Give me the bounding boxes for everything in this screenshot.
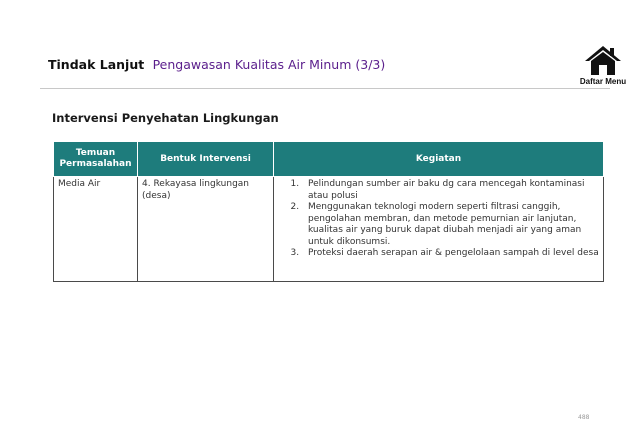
list-item: 3. Proteksi daerah serapan air & pengelolaan sampah di level desa xyxy=(302,248,599,260)
table-row xyxy=(54,177,604,282)
menu-label: Daftar Menu xyxy=(579,77,627,86)
header-kegiatan: Kegiatan xyxy=(274,142,604,177)
title-main: Pengawasan Kualitas Air Minum (3/3) xyxy=(152,57,386,72)
cell-bentuk: 4. Rekayasa lingkungan (desa) xyxy=(138,177,274,282)
table-header-row xyxy=(54,142,604,177)
header-temuan: Temuan Permasalahan xyxy=(54,142,138,177)
page-number: 488 xyxy=(578,414,590,421)
cell-temuan: Media Air xyxy=(54,177,138,282)
kegiatan-list xyxy=(278,179,599,260)
daftar-menu-button[interactable] xyxy=(571,44,635,88)
header-bentuk: Bentuk Intervensi xyxy=(138,142,274,177)
title-divider xyxy=(40,88,610,89)
cell-kegiatan xyxy=(274,177,604,282)
home-icon xyxy=(583,44,623,76)
title-prefix: Tindak Lanjut xyxy=(48,57,145,72)
list-item: 2. Menggunakan teknologi modern seperti filtrasi canggih, pengolahan membran, dan metode pemurnian air lanjutan, kualitas air yang buruk dapat diubah menjadi air yang aman untuk dikonsumsi. xyxy=(302,202,599,248)
section-title: Intervensi Penyehatan Lingkungan xyxy=(52,111,279,125)
page-title xyxy=(48,57,385,72)
list-item: 1. Pelindungan sumber air baku dg cara mencegah kontaminasi atau polusi xyxy=(302,179,599,202)
intervensi-table xyxy=(53,141,604,282)
